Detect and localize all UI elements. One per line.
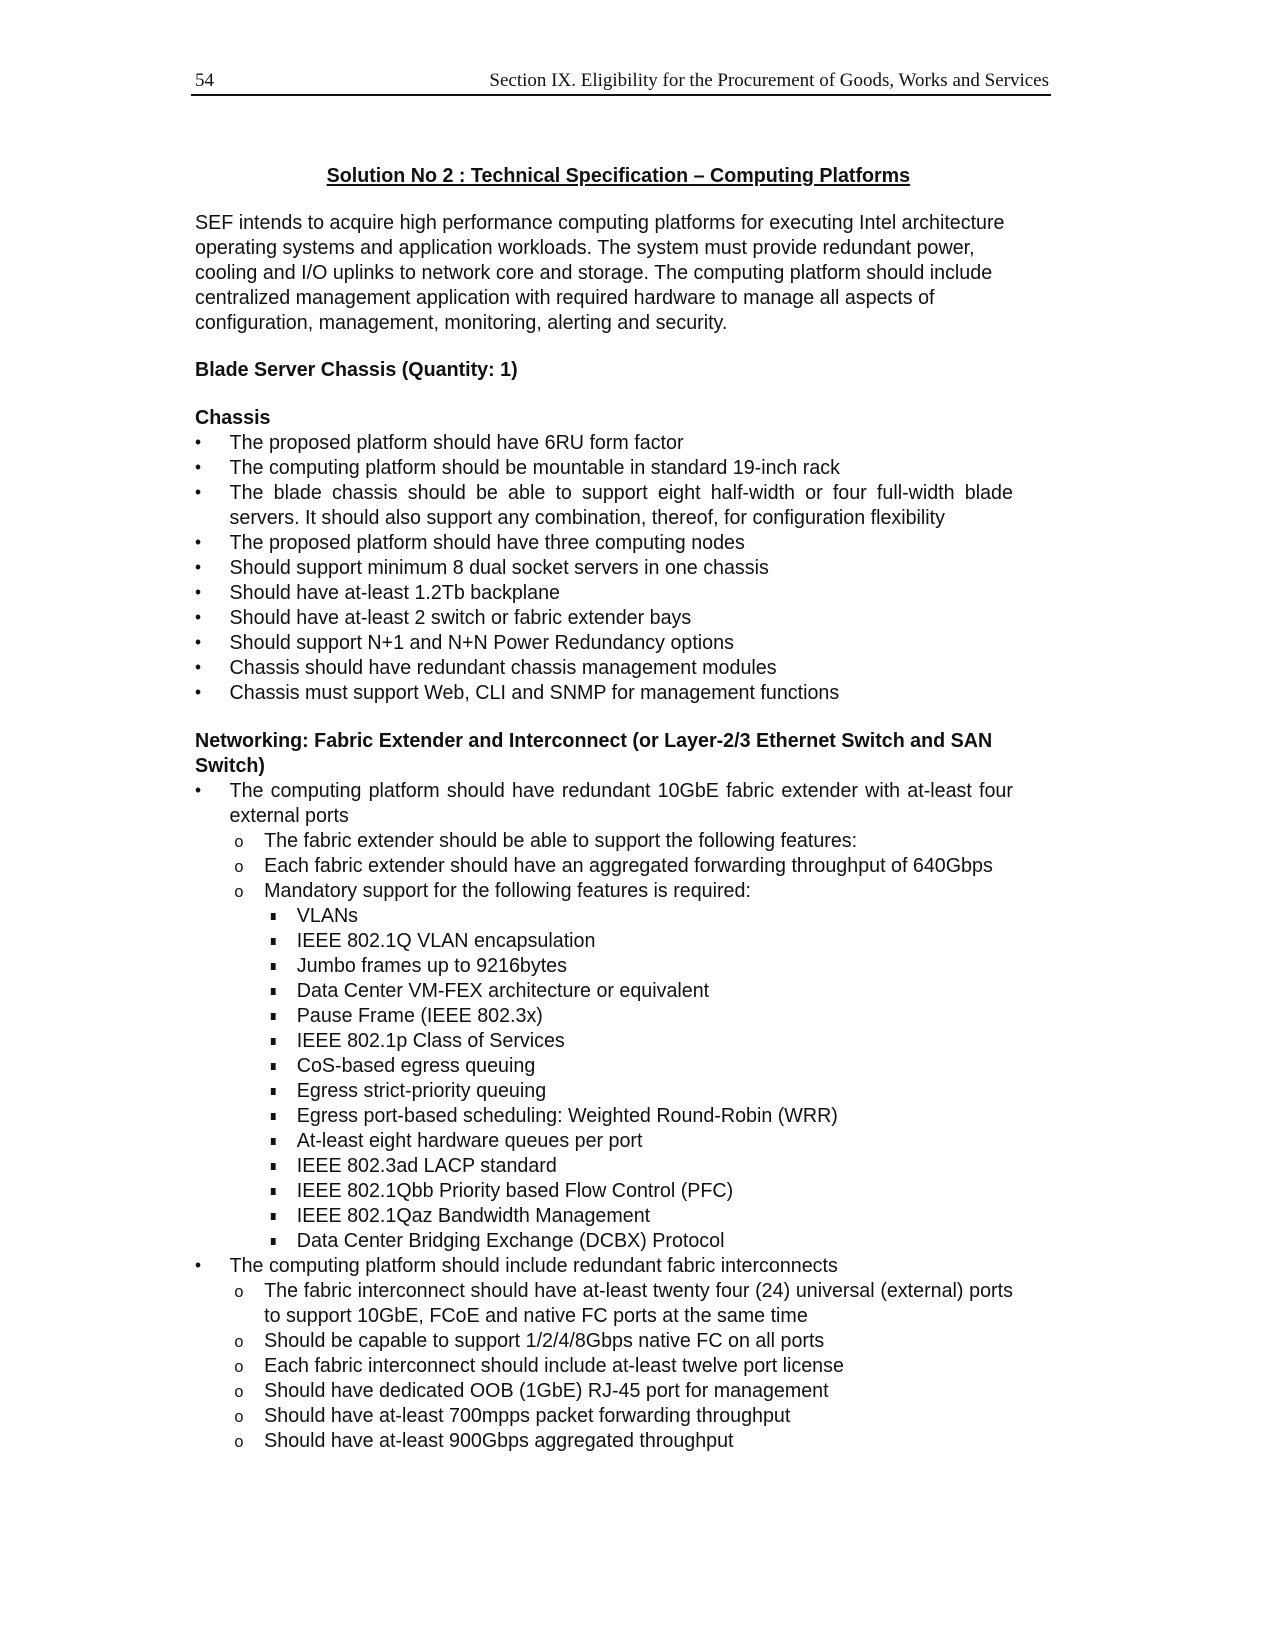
feature-item: IEEE 802.1Qaz Bandwidth Management (264, 1203, 1013, 1228)
document-title: Solution No 2 : Technical Specification – Computing Platforms (326, 164, 911, 187)
feature-item: Data Center Bridging Exchange (DCBX) Protocol (264, 1228, 1013, 1253)
feature-item: Egress strict-priority queuing (264, 1078, 1013, 1103)
feature-item: At-least eight hardware queues per port (264, 1128, 1013, 1153)
fabric-interconnect-sublist (230, 1278, 1013, 1453)
list-item: • Should have at-least 1.2Tb backplane (195, 580, 1013, 605)
list-item: o Should have at-least 900Gbps aggregated throughput (230, 1428, 1013, 1453)
list-item: o Each fabric interconnect should include at-least twelve port license (230, 1353, 1013, 1378)
list-item: • Chassis must support Web, CLI and SNMP for management functions (195, 680, 1013, 705)
fabric-interconnect-text: • The computing platform should include redundant fabric interconnects (229, 1254, 838, 1277)
fabric-interconnect-item (195, 1253, 1013, 1453)
list-item: • The proposed platform should have three computing nodes (195, 530, 1013, 555)
blade-server-heading: Blade Server Chassis (Quantity: 1) (195, 358, 518, 381)
list-item: • Should support N+1 and N+N Power Redundancy options (195, 630, 1013, 655)
feature-item: Data Center VM-FEX architecture or equivalent (264, 978, 1013, 1003)
mandatory-features-text: o Mandatory support for the following features is required: (264, 879, 751, 902)
feature-item: IEEE 802.1Qbb Priority based Flow Control (PFC) (264, 1178, 1013, 1203)
list-item: • Should have at-least 2 switch or fabric extender bays (195, 605, 1013, 630)
intro-paragraph: SEF intends to acquire high performance computing platforms for executing Intel architecture operating systems and application workloads. The system must provide redundant power, cooling and I/O uplinks to network core and storage. The computing platform should include centralized management application with required hardware to manage all aspects of configuration, management, monitoring, alerting and security. (195, 211, 1005, 334)
page-header (191, 66, 1051, 96)
chassis-list (195, 430, 1013, 705)
mandatory-features-item (230, 878, 1013, 1253)
list-item: • The computing platform should be mountable in standard 19-inch rack (195, 455, 1013, 480)
feature-item: Egress port-based scheduling: Weighted Round-Robin (WRR) (264, 1103, 1013, 1128)
page-number: 54 (195, 70, 214, 91)
list-item: o Should be capable to support 1/2/4/8Gbps native FC on all ports (230, 1328, 1013, 1353)
list-item: • Chassis should have redundant chassis management modules (195, 655, 1013, 680)
list-item: • Should support minimum 8 dual socket servers in one chassis (195, 555, 1013, 580)
list-item: • The proposed platform should have 6RU form factor (195, 430, 1013, 455)
networking-heading: Networking: Fabric Extender and Interconnect (or Layer-2/3 Ethernet Switch and SAN Switch) (195, 729, 993, 777)
list-item: o Should have dedicated OOB (1GbE) RJ-45 port for management (230, 1378, 1013, 1403)
fabric-extender-sublist (230, 828, 1013, 1253)
features-list (264, 903, 1013, 1253)
list-item: o The fabric extender should be able to support the following features: (230, 828, 1013, 853)
list-item: • The blade chassis should be able to support eight half-width or four full-width blade servers. It should also support any combination, thereof, for configuration flexibility (195, 480, 1013, 530)
page-content (195, 163, 1013, 1453)
feature-item: IEEE 802.1p Class of Services (264, 1028, 1013, 1053)
feature-item: Pause Frame (IEEE 802.3x) (264, 1003, 1013, 1028)
fabric-extender-item (195, 778, 1013, 1253)
feature-item: IEEE 802.1Q VLAN encapsulation (264, 928, 1013, 953)
chassis-heading: Chassis (195, 406, 271, 429)
feature-item: Jumbo frames up to 9216bytes (264, 953, 1013, 978)
feature-item: VLANs (264, 903, 1013, 928)
feature-item: IEEE 802.3ad LACP standard (264, 1153, 1013, 1178)
feature-item: CoS-based egress queuing (264, 1053, 1013, 1078)
list-item: o Each fabric extender should have an aggregated forwarding throughput of 640Gbps (230, 853, 1013, 878)
list-item: o Should have at-least 700mpps packet forwarding throughput (230, 1403, 1013, 1428)
section-title: Section IX. Eligibility for the Procurement of Goods, Works and Services (489, 70, 1049, 91)
fabric-extender-text: • The computing platform should have redundant 10GbE fabric extender with at-least four external ports (229, 779, 1013, 827)
networking-list (195, 778, 1013, 1453)
list-item: o The fabric interconnect should have at-least twenty four (24) universal (external) ports to support 10GbE, FCoE and native FC ports at the same time (230, 1278, 1013, 1328)
